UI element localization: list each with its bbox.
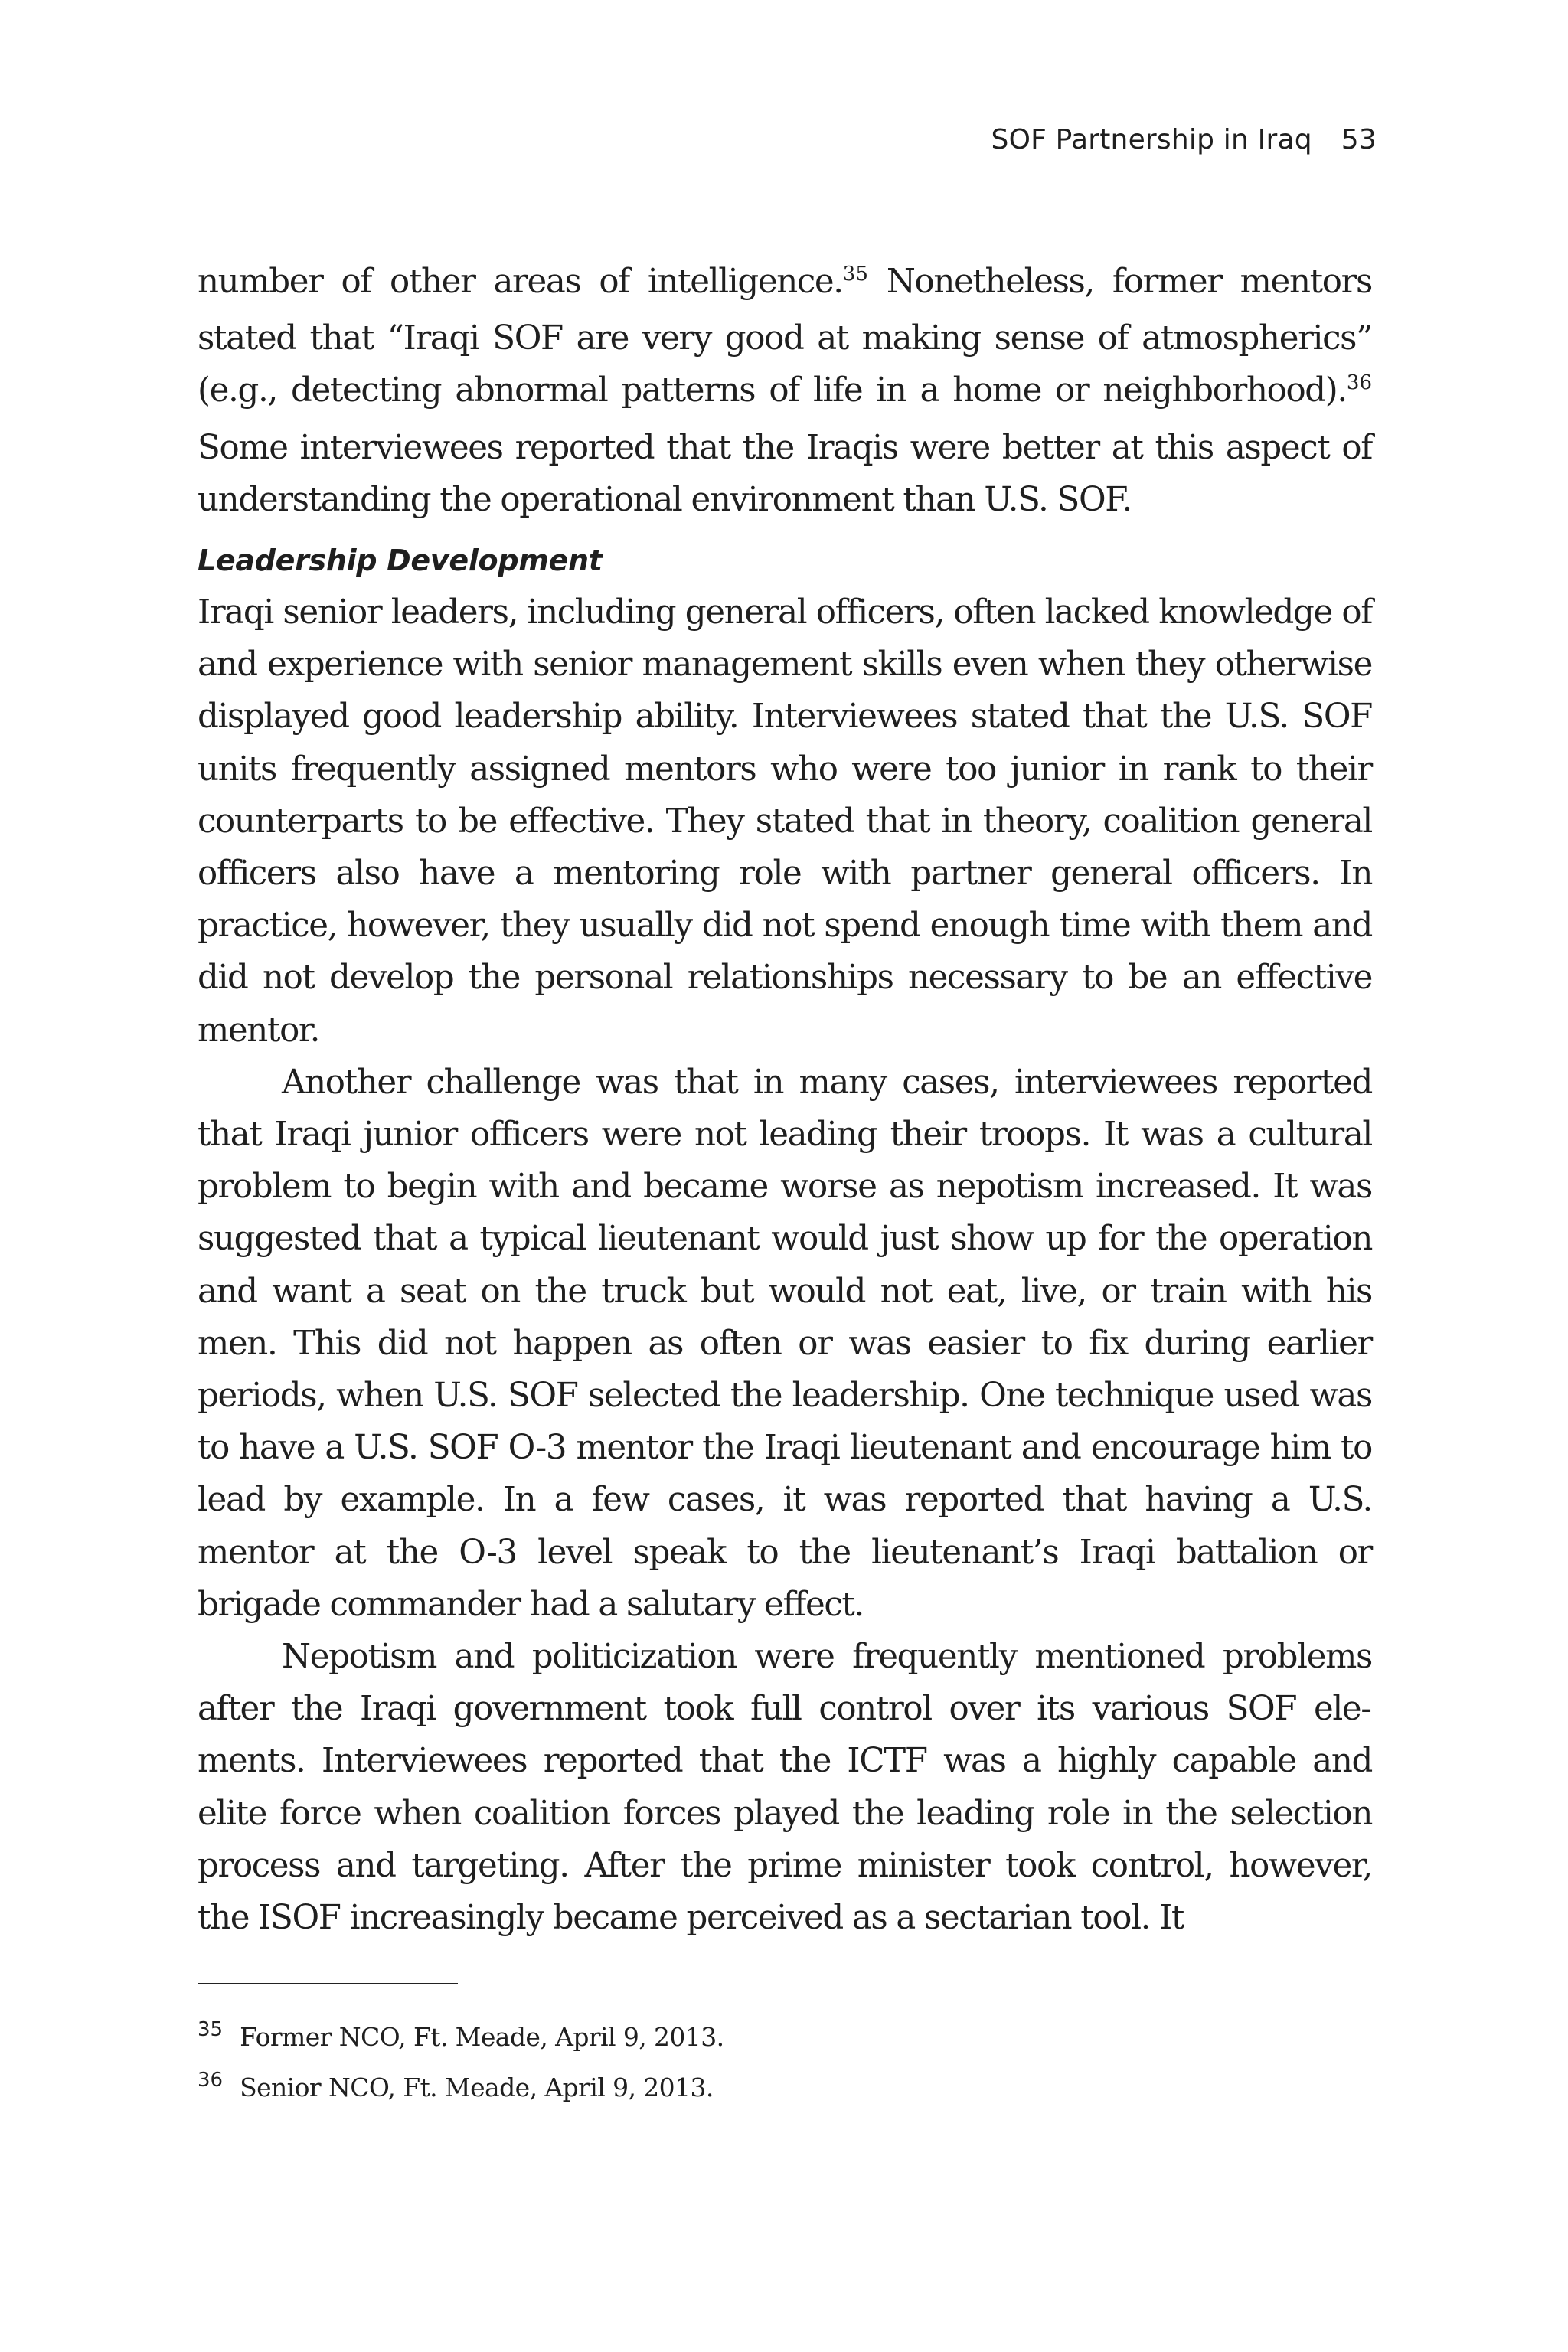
page-number: 53 bbox=[1341, 124, 1377, 155]
body-paragraph-1 bbox=[198, 256, 1372, 526]
running-head bbox=[991, 124, 1377, 155]
para1-text-b: Nonetheless, former mentors stated that “Iraqi SOF are very good at making sense of atmospherics” (e.g., detecting abnormal patterns of life in a home or neighborhood). bbox=[198, 263, 1372, 410]
footnote-36 bbox=[198, 2063, 1372, 2113]
footnote-divider bbox=[198, 1983, 458, 1984]
para1-text-a: number of other areas of intelligence. bbox=[198, 263, 843, 301]
running-title: SOF Partnership in Iraq bbox=[991, 124, 1312, 155]
para1-text-c: Some interviewees reported that the Iraqis were better at this aspect of understanding the operational environment than U.S. SOF. bbox=[198, 428, 1372, 519]
footnote-text: Former NCO, Ft. Meade, April 9, 2013. bbox=[240, 2022, 724, 2052]
footnote-number: 36 bbox=[198, 2069, 224, 2092]
footnote-35 bbox=[198, 2012, 1372, 2063]
body-paragraph-2: Iraqi senior leaders, including general officers, often lacked knowledge of and experience with senior management skills even when they otherwise displayed good leadership ability. Interviewees stated that the U.S. SOF units frequently assigned mentors who were too junior in rank to their counterparts to be effective. They stated that in theory, coalition general officers also have a mentoring role with partner general officers. In practice, however, they usually did not spend enough time with them and did not develop the personal relationships necessary to be an effective mentor. bbox=[198, 593, 1372, 1050]
body-paragraph-4: Nepotism and politicization were frequently mentioned problems after the Iraqi government took full control over its various SOF elements. Interviewees reported that the ICTF was a highly capable and elite force when coalition forces played the leading role in the selection process and targeting. After the prime minister took control, however, the ISOF increasingly became perceived as a sectarian tool. It bbox=[198, 1638, 1372, 1938]
footnote-ref-35: 35 bbox=[842, 263, 868, 286]
footnote-number: 35 bbox=[198, 2018, 224, 2041]
section-heading: Leadership Development bbox=[198, 544, 603, 577]
footnote-ref-36: 36 bbox=[1346, 371, 1372, 395]
body-paragraph-3: Another challenge was that in many cases, interviewees reported that Iraqi junior officers were not leading their troops. It was a cultural problem to begin with and became worse as nepotism increased. It was suggested that a typical lieutenant would just show up for the operation and want a seat on the truck but would not eat, live, or train with his men. This did not happen as often or was easier to fix during earlier periods, when U.S. SOF selected the leadership. One technique used was to have a U.S. SOF O-3 mentor the Iraqi lieutenant and encourage him to lead by example. In a few cases, it was reported that having a U.S. mentor at the O-3 level speak to the lieutenant’s Iraqi battalion or brigade commander had a salutary effect. bbox=[198, 1063, 1372, 1624]
footnotes bbox=[198, 2012, 1372, 2113]
body-text bbox=[198, 586, 1372, 1944]
footnote-text: Senior NCO, Ft. Meade, April 9, 2013. bbox=[240, 2073, 714, 2102]
